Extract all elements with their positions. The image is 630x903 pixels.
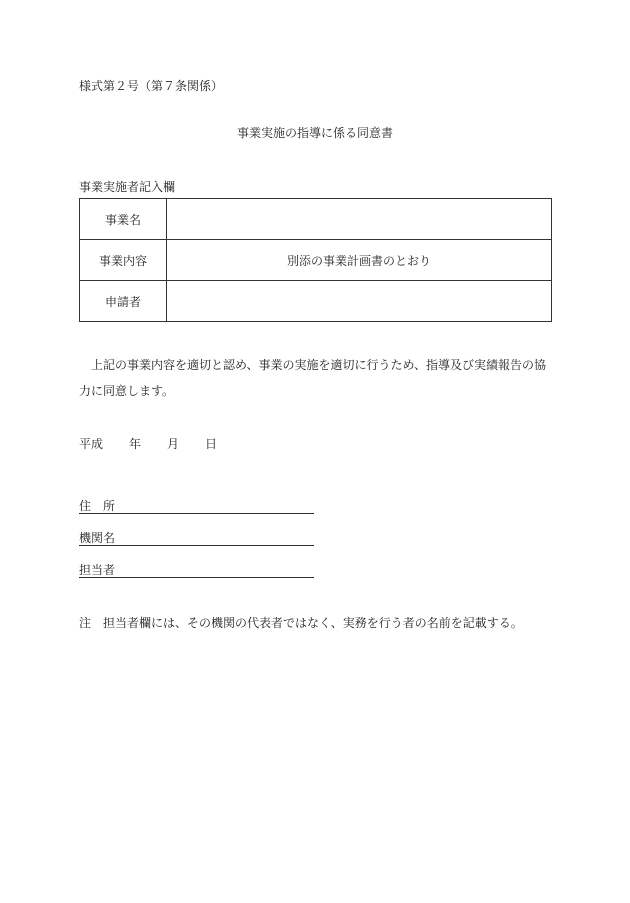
- business-name-field[interactable]: [167, 199, 552, 240]
- date-era: 平成: [79, 437, 104, 451]
- entry-section-label: 事業実施者記入欄: [79, 180, 176, 194]
- form-number: 様式第２号（第７条関係）: [79, 79, 224, 93]
- date-line[interactable]: [79, 435, 217, 452]
- table-row-applicant: [80, 281, 552, 322]
- table-row-business-content: [80, 240, 552, 281]
- note-mark: 注: [79, 616, 92, 630]
- date-month-label: 月: [167, 437, 180, 451]
- footnote: [79, 614, 523, 631]
- person-in-charge-field[interactable]: [79, 561, 314, 578]
- date-year-label: 年: [129, 437, 142, 451]
- entry-table: [79, 198, 552, 322]
- address-field[interactable]: [79, 497, 314, 514]
- organization-label: 機関名: [79, 531, 116, 545]
- applicant-label: 申請者: [80, 281, 167, 322]
- organization-field[interactable]: [79, 529, 314, 546]
- table-row-business-name: [80, 199, 552, 240]
- consent-statement: 上記の事業内容を適切と認め、事業の実施を適切に行うため、指導及び実績報告の協力に同意します。: [79, 358, 547, 398]
- person-in-charge-label: 担当者: [79, 563, 116, 577]
- business-name-label: 事業名: [80, 199, 167, 240]
- business-content-field[interactable]: 別添の事業計画書のとおり: [167, 240, 552, 281]
- date-day-label: 日: [205, 437, 218, 451]
- business-content-label: 事業内容: [80, 240, 167, 281]
- address-label: 住 所: [79, 499, 116, 513]
- applicant-field[interactable]: [167, 281, 552, 322]
- document-title: 事業実施の指導に係る同意書: [236, 126, 393, 140]
- note-text: 担当者欄には、その機関の代表者ではなく、実務を行う者の名前を記載する。: [103, 616, 523, 630]
